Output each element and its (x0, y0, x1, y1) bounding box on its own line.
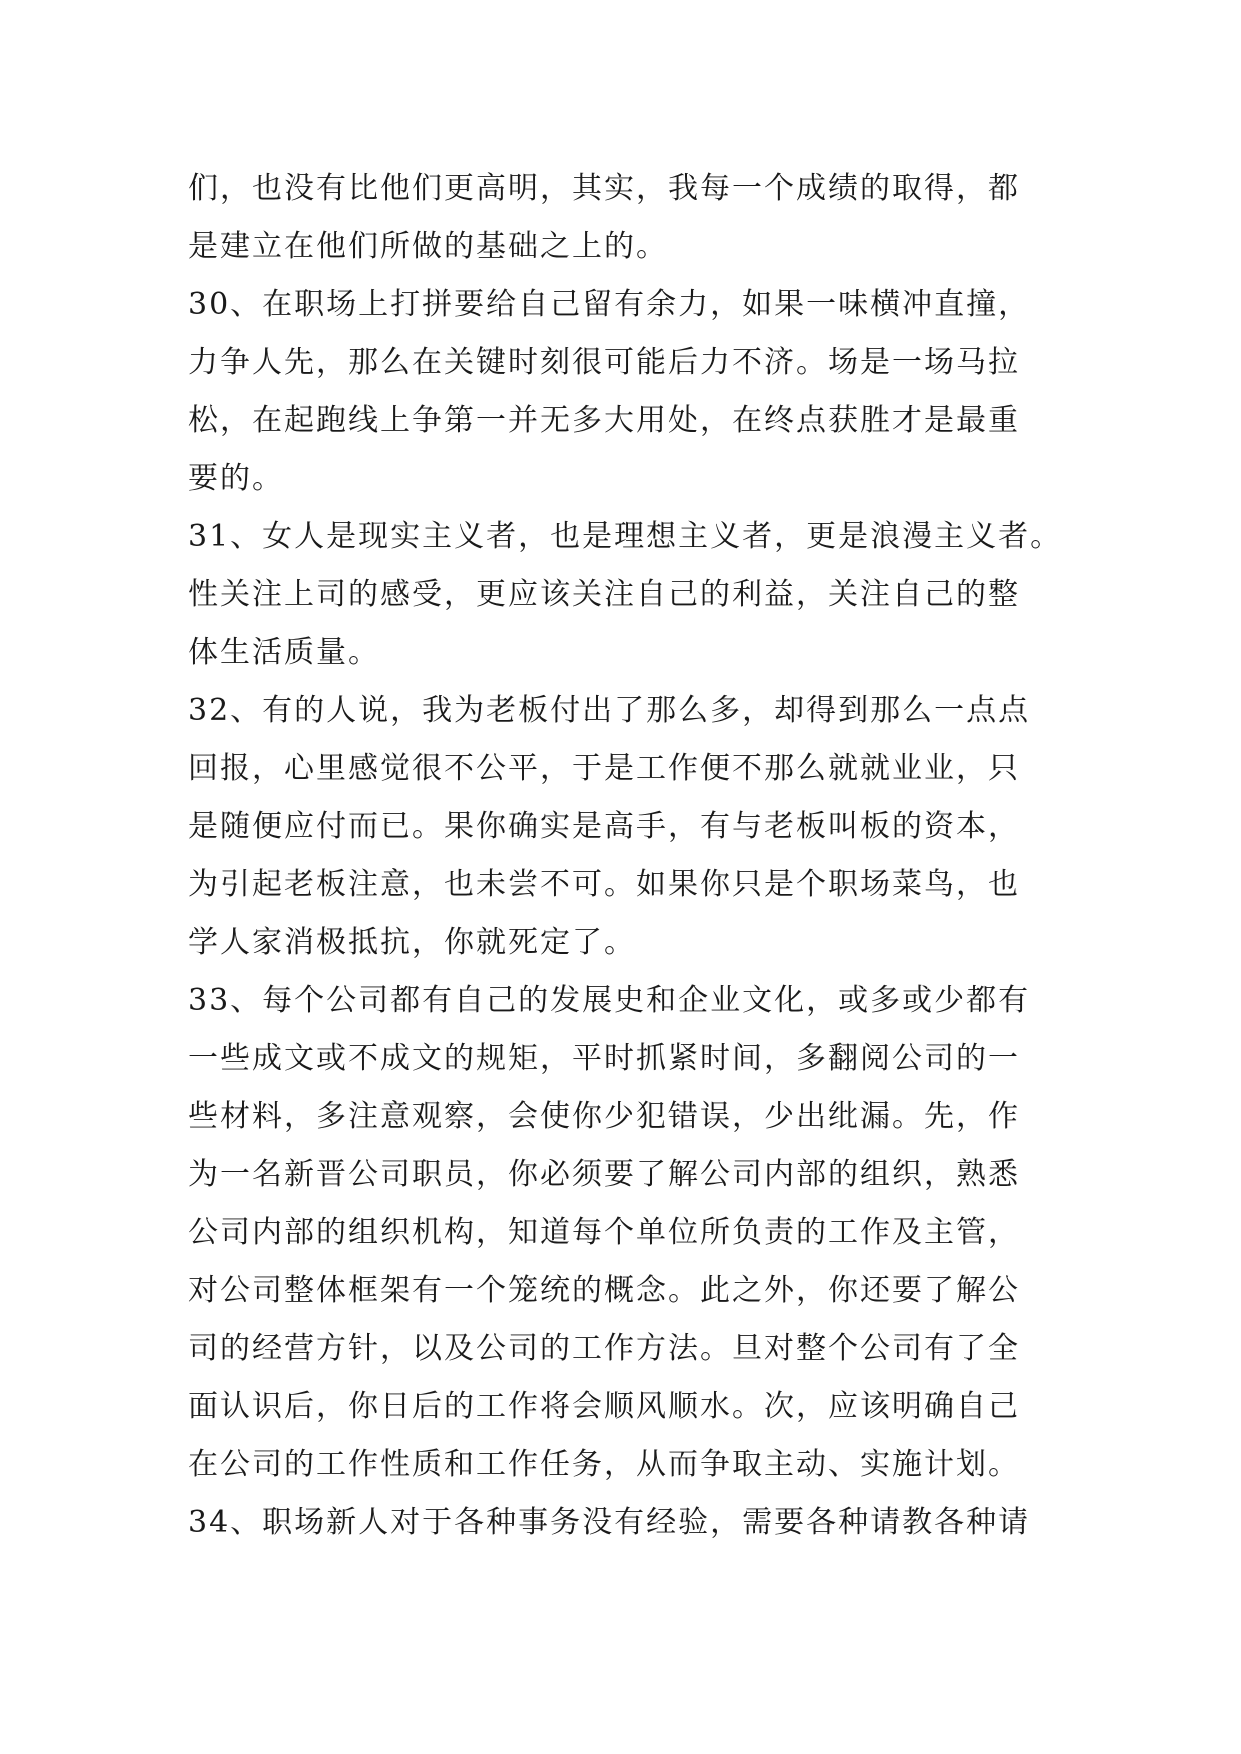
text-line: 们，也没有比他们更高明，其实，我每一个成绩的取得，都 (188, 171, 1020, 206)
text-line: 松，在起跑线上争第一并无多大用处，在终点获胜才是最重 (188, 403, 1020, 438)
text-line: 公司内部的组织机构，知道每个单位所负责的工作及主管， (188, 1215, 1020, 1250)
text-line: 34、职场新人对于各种事务没有经验，需要各种请教各种请 (188, 1505, 1031, 1540)
text-line: 性关注上司的感受，更应该关注自己的利益，关注自己的整 (188, 577, 1020, 612)
text-line: 回报，心里感觉很不公平，于是工作便不那么就就业业，只 (188, 751, 1020, 786)
text-line: 是随便应付而已。果你确实是高手，有与老板叫板的资本， (188, 809, 1020, 844)
text-line: 32、有的人说，我为老板付出了那么多，却得到那么一点点 (188, 693, 1031, 728)
text-line: 要的。 (188, 461, 284, 496)
text-line: 在公司的工作性质和工作任务，从而争取主动、实施计划。 (188, 1447, 1020, 1482)
text-line: 对公司整体框架有一个笼统的概念。此之外，你还要了解公 (188, 1273, 1020, 1308)
text-line: 司的经营方针，以及公司的工作方法。旦对整个公司有了全 (188, 1331, 1020, 1366)
text-line: 一些成文或不成文的规矩，平时抓紧时间，多翻阅公司的一 (188, 1041, 1020, 1076)
text-line: 体生活质量。 (188, 635, 380, 670)
text-line: 面认识后，你日后的工作将会顺风顺水。次，应该明确自己 (188, 1389, 1020, 1424)
text-line: 为引起老板注意，也未尝不可。如果你只是个职场菜鸟，也 (188, 867, 1020, 902)
text-line: 30、在职场上打拼要给自己留有余力，如果一味横冲直撞， (188, 287, 1031, 322)
text-line: 31、女人是现实主义者，也是理想主义者，更是浪漫主义者。 (188, 519, 1063, 554)
text-line: 学人家消极抵抗，你就死定了。 (188, 925, 636, 960)
document-body (188, 160, 1068, 1552)
text-line: 为一名新晋公司职员，你必须要了解公司内部的组织，熟悉 (188, 1157, 1020, 1192)
text-line: 些材料，多注意观察，会使你少犯错误，少出纰漏。先，作 (188, 1099, 1020, 1134)
text-line: 是建立在他们所做的基础之上的。 (188, 229, 668, 264)
text-line: 33、每个公司都有自己的发展史和企业文化，或多或少都有 (188, 983, 1031, 1018)
text-line: 力争人先，那么在关键时刻很可能后力不济。场是一场马拉 (188, 345, 1020, 380)
